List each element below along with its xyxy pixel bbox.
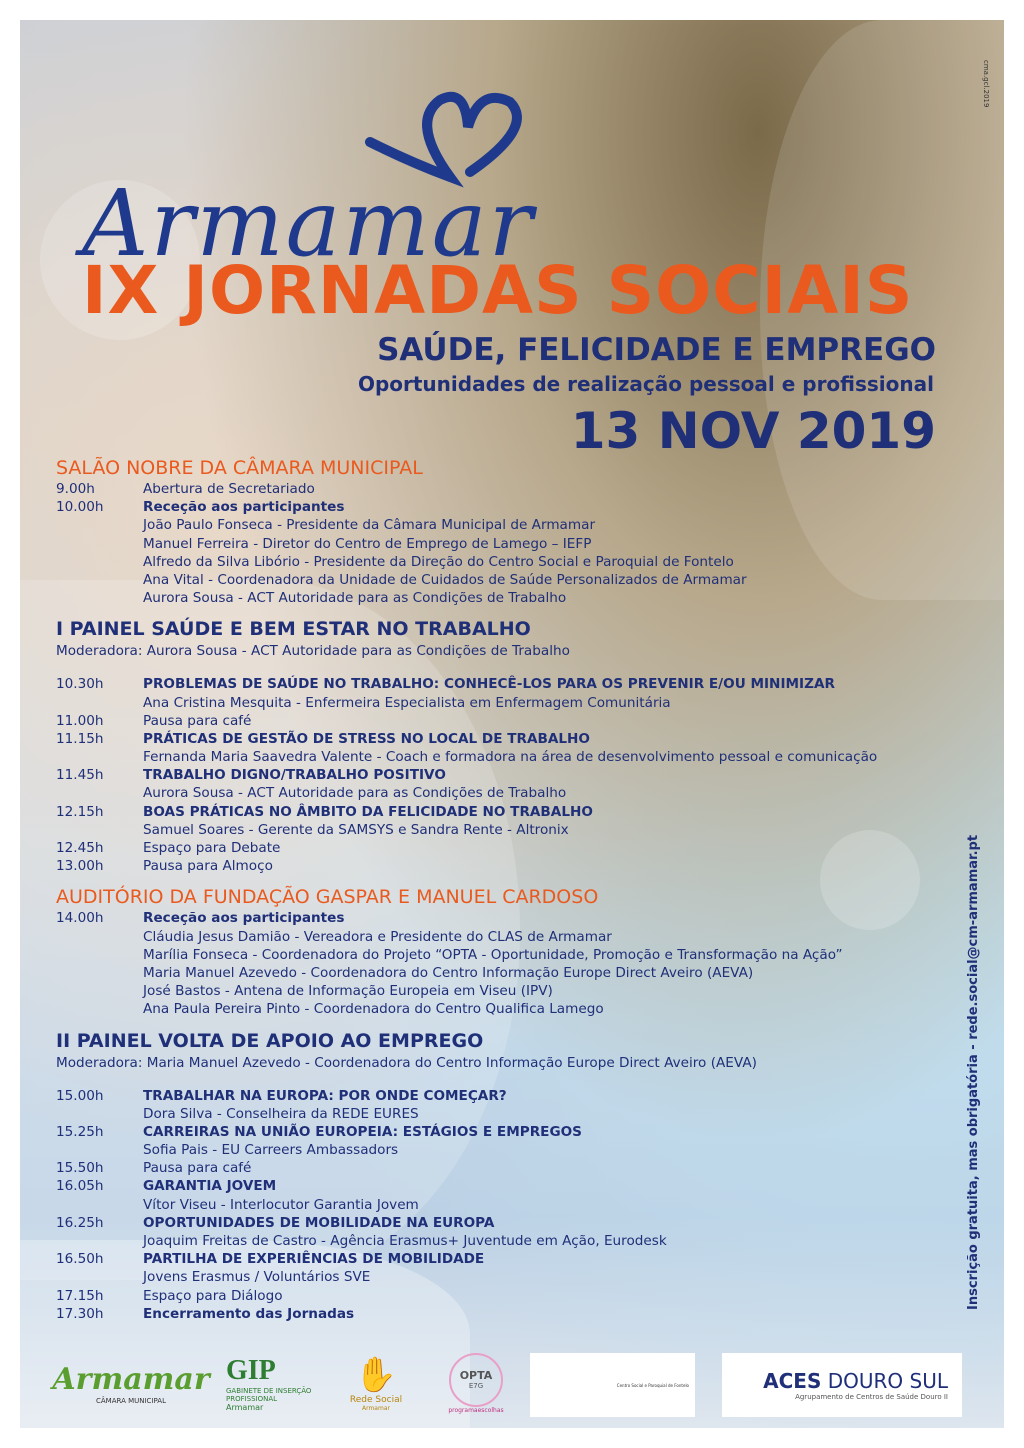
hand-icon: ✋ <box>354 1354 398 1395</box>
logo-subtext: Agrupamento de Centros de Saúde Douro II <box>795 1393 948 1401</box>
item-text: Pausa para café <box>143 712 252 729</box>
item-text: Samuel Soares - Gerente da SAMSYS e Sandra Rente - Altronix <box>143 821 569 838</box>
item-time: 11.45h <box>56 767 104 784</box>
program-item <box>56 694 936 712</box>
item-text: PARTILHA DE EXPERIÊNCIAS DE MOBILIDADE <box>143 1251 485 1268</box>
item-text: GARANTIA JOVEM <box>143 1178 277 1195</box>
item-time: 11.15h <box>56 730 104 747</box>
program-item <box>56 1177 936 1195</box>
program-item <box>56 1232 936 1250</box>
item-time <box>56 928 143 946</box>
item-text: Receção aos participantes <box>143 910 345 927</box>
item-time: 15.00h <box>56 1087 104 1104</box>
program-item <box>56 928 936 946</box>
logo-text: Armamar <box>52 1361 210 1397</box>
program-item <box>56 480 936 498</box>
logo-text: Centro Social e Paroquial de Fontelo <box>616 1382 689 1388</box>
spacer <box>56 1073 936 1087</box>
item-time <box>56 1000 143 1018</box>
item-time: 14.00h <box>56 910 104 927</box>
program-item <box>56 1250 936 1268</box>
registration-note: Inscrição gratuita, mas obrigatória - rede.social@cm-armamar.pt <box>966 834 981 1310</box>
item-text: Vítor Viseu - Interlocutor Garantia Jovem <box>143 1196 419 1213</box>
fontelo-logo <box>530 1353 695 1417</box>
logo-subtext: programaescolhas <box>448 1406 504 1414</box>
program-item <box>56 535 936 553</box>
item-time: 17.30h <box>56 1305 104 1322</box>
item-text: Maria Manuel Azevedo - Coordenadora do Centro Informação Europe Direct Aveiro (AEVA) <box>143 964 754 981</box>
item-text: João Paulo Fonseca - Presidente da Câmara Municipal de Armamar <box>143 517 596 534</box>
item-text: PRÁTICAS DE GESTÃO DE STRESS NO LOCAL DE TRABALHO <box>143 730 590 747</box>
item-time <box>56 946 143 964</box>
program-item <box>56 857 936 875</box>
item-time <box>56 589 143 607</box>
page-title: IX JORNADAS SOCIAIS <box>82 252 914 329</box>
program-item <box>56 909 936 927</box>
armamar-municipal-logo <box>52 1352 210 1414</box>
item-time <box>56 1141 143 1159</box>
item-time <box>56 1105 143 1123</box>
item-text: OPORTUNIDADES DE MOBILIDADE NA EUROPA <box>143 1214 495 1231</box>
item-time <box>56 821 143 839</box>
item-text: Ana Paula Pereira Pinto - Coordenadora do Centro Qualifica Lamego <box>143 1001 604 1018</box>
item-text: Cláudia Jesus Damião - Vereadora e Presidente do CLAS de Armamar <box>143 928 612 945</box>
item-text: Espaço para Diálogo <box>143 1287 283 1304</box>
logo-subtext: Armamar <box>226 1402 264 1412</box>
program-item <box>56 766 936 784</box>
item-text: Dora Silva - Conselheira da REDE EURES <box>143 1105 419 1122</box>
program-item <box>56 1305 936 1323</box>
event-date: 13 NOV 2019 <box>570 402 936 460</box>
item-text: Aurora Sousa - ACT Autoridade para as Condições de Trabalho <box>143 785 567 802</box>
item-time <box>56 784 143 802</box>
logo-subtext: GABINETE DE INSERÇÃO PROFISSIONAL <box>226 1386 312 1403</box>
logo-text: Rede Social <box>349 1394 403 1405</box>
logo-text: OPTA <box>459 1369 493 1382</box>
item-text: Manuel Ferreira - Diretor do Centro de Emprego de Lamego – IEFP <box>143 535 592 552</box>
item-time <box>56 571 143 589</box>
item-text: Pausa para Almoço <box>143 858 273 875</box>
item-text: Abertura de Secretariado <box>143 481 315 497</box>
program-item <box>56 946 936 964</box>
item-time <box>56 1268 143 1286</box>
moderator: Moderadora: Maria Manuel Azevedo - Coordenadora do Centro Informação Europe Direct Aveiro (AEVA) <box>56 1054 757 1071</box>
item-time: 12.45h <box>56 840 104 856</box>
item-time <box>56 516 143 534</box>
item-text: Aurora Sousa - ACT Autoridade para as Condições de Trabalho <box>143 590 567 607</box>
program-item <box>56 1159 936 1177</box>
item-time <box>56 964 143 982</box>
item-text: Ana Vital - Coordenadora da Unidade de Cuidados de Saúde Personalizados de Armamar <box>143 571 747 588</box>
item-time <box>56 1196 143 1214</box>
program-item <box>56 712 936 730</box>
item-text: Encerramento das Jornadas <box>143 1305 355 1322</box>
panel-section <box>56 617 936 875</box>
subtitle: SAÚDE, FELICIDADE E EMPREGO <box>377 332 936 368</box>
venue-section <box>56 456 936 607</box>
program-item <box>56 784 936 802</box>
item-time: 16.05h <box>56 1178 104 1195</box>
program-item <box>56 498 936 516</box>
item-time: 16.25h <box>56 1214 104 1231</box>
item-text: TRABALHO DIGNO/TRABALHO POSITIVO <box>143 767 446 784</box>
program-item <box>56 839 936 857</box>
item-text: BOAS PRÁTICAS NO ÂMBITO DA FELICIDADE NO TRABALHO <box>143 803 593 820</box>
item-text: Espaço para Debate <box>143 840 281 856</box>
item-text: José Bastos - Antena de Informação Europeia em Viseu (IPV) <box>143 983 553 1000</box>
program-item <box>56 803 936 821</box>
item-time: 9.00h <box>56 481 95 497</box>
item-text: Pausa para café <box>143 1160 252 1177</box>
program-item <box>56 748 936 766</box>
tagline: Oportunidades de realização pessoal e profissional <box>357 372 934 396</box>
program-item <box>56 730 936 748</box>
item-text: Fernanda Maria Saavedra Valente - Coach e formadora na área de desenvolvimento pessoal e comunicação <box>143 749 878 766</box>
logo-text: ACES <box>763 1369 822 1393</box>
section-heading: AUDITÓRIO DA FUNDAÇÃO GASPAR E MANUEL CARDOSO <box>56 886 599 909</box>
venue-section <box>56 885 936 1018</box>
program-item <box>56 675 936 693</box>
section-heading: SALÃO NOBRE DA CÂMARA MUNICIPAL <box>56 457 423 479</box>
program-item <box>56 553 936 571</box>
armamar-logo: Armamar <box>82 170 535 277</box>
item-time: 12.15h <box>56 803 104 820</box>
opta-logo <box>436 1352 516 1414</box>
item-text: Marília Fonseca - Coordenadora do Projeto “OPTA - Oportunidade, Promoção e Transformação na Ação” <box>143 946 843 963</box>
item-time <box>56 694 143 712</box>
section-heading: I PAINEL SAÚDE E BEM ESTAR NO TRABALHO <box>56 618 531 641</box>
program-item <box>56 1123 936 1141</box>
gip-logo <box>226 1352 326 1414</box>
item-text: Joaquim Freitas de Castro - Agência Erasmus+ Juventude em Ação, Eurodesk <box>143 1233 667 1249</box>
program-item <box>56 1087 936 1105</box>
print-code: cma.gcl.2019 <box>982 60 990 108</box>
item-time <box>56 1232 143 1250</box>
item-text: TRABALHAR NA EUROPA: POR ONDE COMEÇAR? <box>143 1087 507 1104</box>
moderator: Moderadora: Aurora Sousa - ACT Autoridade para as Condições de Trabalho <box>56 643 570 660</box>
item-time: 10.30h <box>56 676 104 693</box>
item-text: Jovens Erasmus / Voluntários SVE <box>143 1269 371 1286</box>
program-item <box>56 571 936 589</box>
program-item <box>56 1287 936 1305</box>
logo-subtext: Armamar <box>362 1404 390 1412</box>
program-item <box>56 1000 936 1018</box>
item-time: 15.50h <box>56 1160 104 1177</box>
item-text: Sofia Pais - EU Carreers Ambassadors <box>143 1142 399 1159</box>
aces-logo <box>722 1353 962 1417</box>
logo-subtext: E7G <box>468 1382 484 1390</box>
item-text: PROBLEMAS DE SAÚDE NO TRABALHO: CONHECÊ-LOS PARA OS PREVENIR E/OU MINIMIZAR <box>143 676 835 693</box>
item-text: CARREIRAS NA UNIÃO EUROPEIA: ESTÁGIOS E EMPREGOS <box>143 1123 582 1140</box>
program-item <box>56 982 936 1000</box>
logo-text: DOURO SUL <box>827 1369 948 1393</box>
program-item <box>56 516 936 534</box>
poster <box>20 20 1004 1428</box>
item-time: 13.00h <box>56 858 104 875</box>
program-item <box>56 1214 936 1232</box>
item-text: Receção aos participantes <box>143 499 345 516</box>
spacer <box>56 661 936 675</box>
program-item <box>56 1141 936 1159</box>
item-text: Ana Cristina Mesquita - Enfermeira Especialista em Enfermagem Comunitária <box>143 694 671 711</box>
program-item <box>56 589 936 607</box>
panel-section <box>56 1029 936 1323</box>
program-item <box>56 821 936 839</box>
logo-subtext: CÂMARA MUNICIPAL <box>96 1396 166 1405</box>
item-time <box>56 982 143 1000</box>
item-time: 17.15h <box>56 1287 104 1304</box>
program-item <box>56 1268 936 1286</box>
item-time: 16.50h <box>56 1251 104 1268</box>
rede-social-logo <box>336 1352 416 1414</box>
section-heading: II PAINEL VOLTA DE APOIO AO EMPREGO <box>56 1029 484 1052</box>
item-time <box>56 535 143 553</box>
program-item <box>56 1196 936 1214</box>
program-item <box>56 964 936 982</box>
item-time: 11.00h <box>56 712 104 729</box>
program <box>56 456 936 1323</box>
item-time: 10.00h <box>56 499 104 516</box>
item-time <box>56 748 143 766</box>
opta-ring <box>449 1353 503 1407</box>
item-text: Alfredo da Silva Libório - Presidente da Direção do Centro Social e Paroquial de Fontelo <box>143 553 734 570</box>
item-time: 15.25h <box>56 1123 104 1140</box>
program-item <box>56 1105 936 1123</box>
logo-text: GIP <box>226 1354 276 1386</box>
item-time <box>56 553 143 571</box>
